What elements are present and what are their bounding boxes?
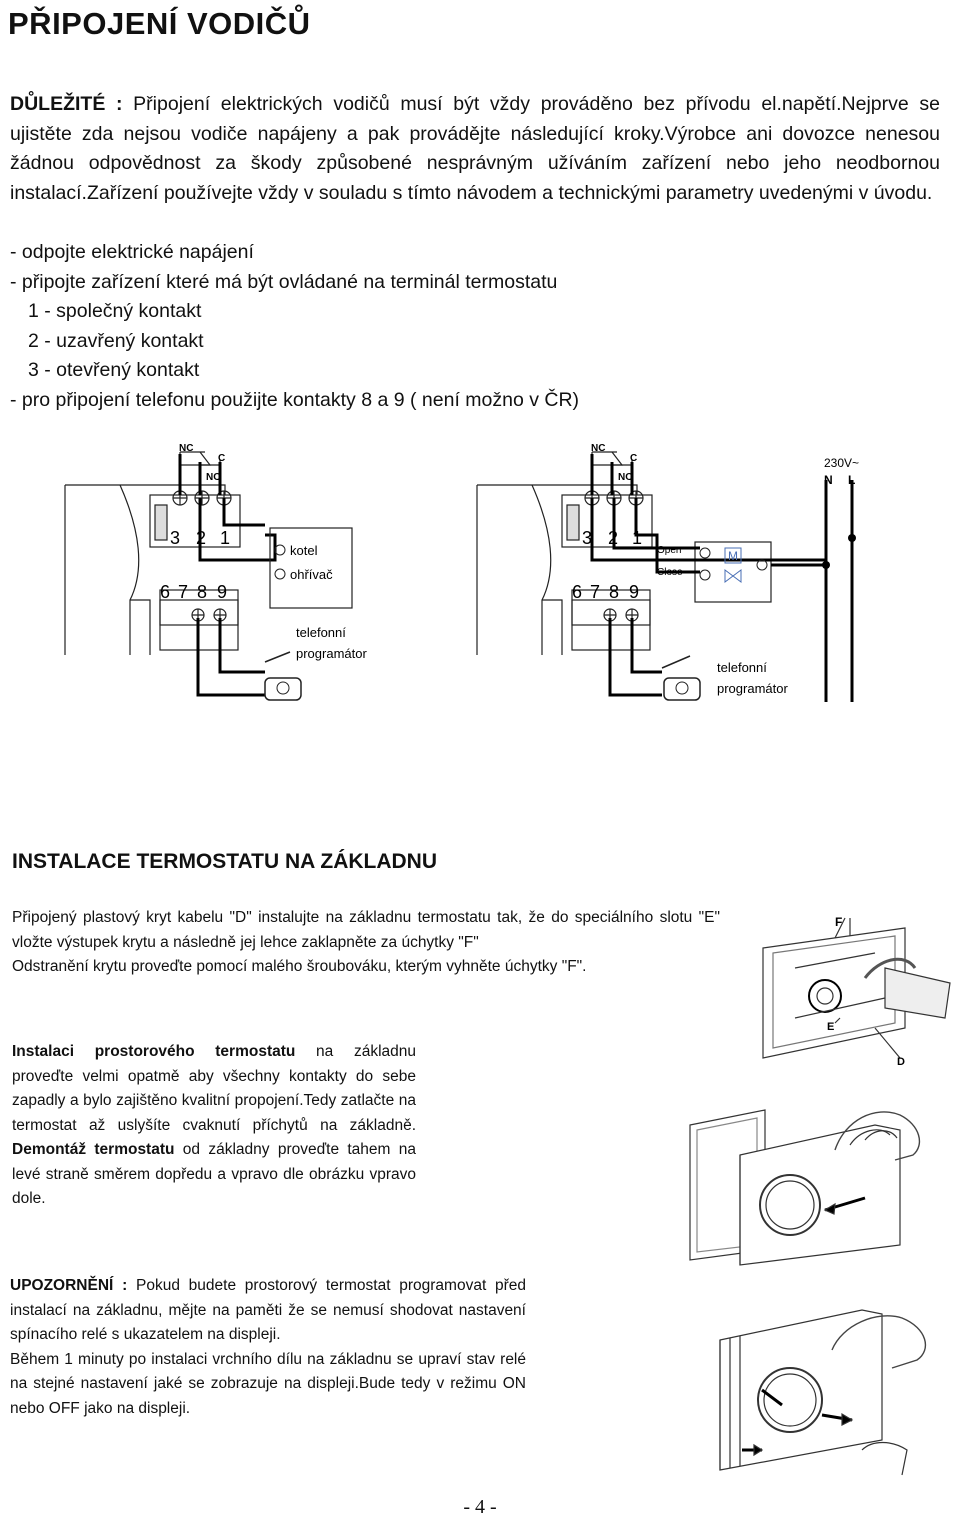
page-title: PŘIPOJENÍ VODIČŮ xyxy=(8,6,311,41)
c-label: C xyxy=(218,453,226,464)
close-label: Close xyxy=(657,567,683,578)
live-label: L xyxy=(848,473,856,487)
terminal-label: 8 xyxy=(197,582,208,602)
voltage-label: 230V~ xyxy=(824,456,860,470)
removal-text: od základny proveďte tahem na levé straně směrem dopředu a vpravo dle obrázku vpravo dole. xyxy=(12,1141,417,1207)
terminal-label: 2 xyxy=(196,528,207,548)
install-figure xyxy=(685,1100,955,1270)
junction-dot xyxy=(848,534,856,542)
cover-removal-text: Odstranění krytu proveďte pomocí malého šroubováku, kterým vyhněte úchytky "F". xyxy=(12,958,587,975)
motor-label: M xyxy=(728,549,738,563)
important-text: Připojení elektrických vodičů musí být vždy prováděno bez přívodu el.napětí.Nejprve se ujistěte zda nejsou vodiče napájeny a pak provádějte následující kroky.Výrobce ani dovozce nenesou žádnou odpovědnost za škody způsobené nesprávným užíváním zařízení nebo jeho neodbornou instalací.Zařízení používejte vždy v souladu s tímto návodem a technickými parametry uvedenými v úvodu. xyxy=(10,93,940,204)
steps-list xyxy=(10,238,579,415)
phone-label-2: programátor xyxy=(717,681,788,696)
step-item: - odpojte elektrické napájení xyxy=(10,241,254,263)
phone-label-2: programátor xyxy=(296,646,367,661)
terminal-label: 7 xyxy=(590,582,601,602)
terminal-label: 3 xyxy=(582,528,593,548)
step-item: 3 - otevřený kontakt xyxy=(28,359,200,381)
install-bold: Instalaci prostorového termostatu xyxy=(12,1043,296,1060)
no-label: NO xyxy=(618,472,633,483)
install-text: na základnu proveďte velmi opatmě aby všechny kontakty do sebe zapadly a bylo zajištěno kvalitní propojení.Tedy zatlačte na termostat až uslyšíte cvaknutí příchytů na základně. xyxy=(12,1043,417,1134)
terminal-label: 8 xyxy=(609,582,620,602)
important-notice xyxy=(10,90,940,208)
warning-sep: : xyxy=(113,1277,136,1294)
cover-text: Připojený plastový kryt kabelu "D" instalujte na základnu termostatu tak, že do speciálního slotu "E" vložte výstupek krytu a následně jej lehce zaklapněte za úchytky "F" xyxy=(12,909,720,951)
wiring-diagram-valve xyxy=(472,440,892,710)
phone-icon xyxy=(265,678,301,700)
nc-label: NC xyxy=(591,443,606,454)
step-item: - pro připojení telefonu použijte kontakty 8 a 9 ( není možno v ČR) xyxy=(10,388,580,411)
install-paragraph xyxy=(12,1040,416,1212)
warning-paragraph xyxy=(10,1274,526,1421)
open-label: Open xyxy=(657,545,682,556)
terminal-label: 9 xyxy=(217,582,228,602)
page-number: - 4 - xyxy=(463,1496,497,1518)
label-f: F xyxy=(835,915,843,929)
relay-sync-text: Během 1 minuty po instalaci vrchního dílu na základnu se upraví stav relé na stejné nastavení jaké se zobrazuje na displeji.Bude tedy v režimu ON nebo OFF jako na displeji. xyxy=(10,1350,526,1417)
label-e: E xyxy=(827,1021,835,1033)
terminal-label: 2 xyxy=(608,528,619,548)
warning-text: Pokud budete prostorový termostat programovat před instalací na základnu, mějte na paměti že se nemusí shodovat nastavení spínacího relé s ukazatelem na displeji. xyxy=(10,1277,527,1343)
important-sep: : xyxy=(105,93,134,115)
nc-label: NC xyxy=(179,443,194,454)
terminal-label: 3 xyxy=(170,528,181,548)
neutral-label: N xyxy=(824,473,833,487)
phone-icon xyxy=(664,678,700,700)
base-cover-figure xyxy=(755,908,955,1068)
removal-figure xyxy=(712,1300,952,1480)
phone-label-1: telefonní xyxy=(296,625,346,640)
warning-label: UPOZORNĚNÍ xyxy=(10,1277,114,1294)
cover-paragraph xyxy=(12,906,720,980)
junction-dot xyxy=(822,561,830,569)
no-label: NO xyxy=(206,472,221,483)
step-item: 1 - společný kontakt xyxy=(28,300,202,322)
terminal-label: 1 xyxy=(220,528,231,548)
removal-bold: Demontáž termostatu xyxy=(12,1141,175,1158)
terminal-label: 6 xyxy=(572,582,583,602)
important-label: DŮLEŽITÉ xyxy=(10,93,106,115)
boiler-label: kotel xyxy=(290,543,318,558)
phone-label-1: telefonní xyxy=(717,660,767,675)
valve-icon xyxy=(725,570,741,582)
wiring-diagram-heater xyxy=(60,440,400,710)
terminal-label: 7 xyxy=(178,582,189,602)
terminal-label: 6 xyxy=(160,582,171,602)
step-item: - připojte zařízení které má být ovládané na terminál termostatu xyxy=(10,270,558,293)
section-title: INSTALACE TERMOSTATU NA ZÁKLADNU xyxy=(12,850,438,873)
label-d: D xyxy=(897,1056,905,1068)
step-item: 2 - uzavřený kontakt xyxy=(28,329,204,352)
terminal-label: 9 xyxy=(629,582,640,602)
c-label: C xyxy=(630,453,638,464)
terminal-label: 1 xyxy=(632,528,643,548)
heater-label: ohřívač xyxy=(290,567,333,582)
